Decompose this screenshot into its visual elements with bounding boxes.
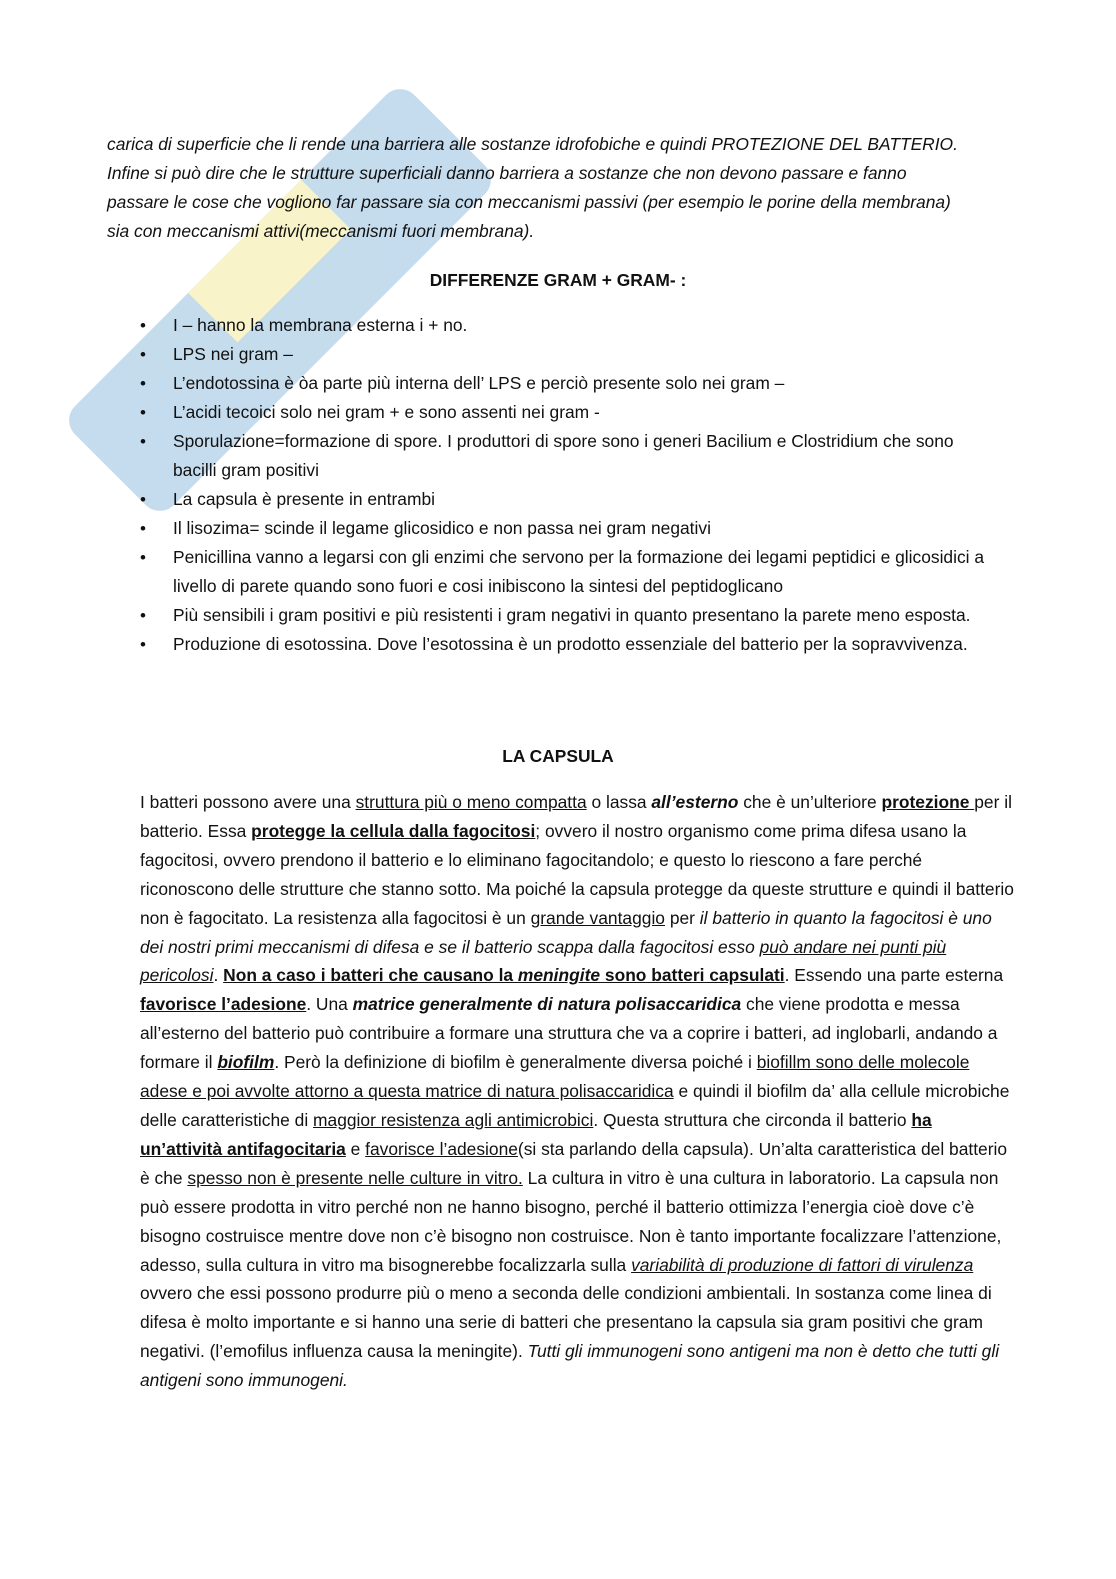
text-run: o lassa [586,792,652,812]
text-run: meningite [517,965,601,986]
text-run: per il batterio. Essa [140,792,1012,841]
intro-line: carica di superficie che li rende una barriera alle sostanze idrofobiche e quindi PROTEZIONE DEL BATTERIO. [107,134,958,154]
list-item: • Più sensibili i gram positivi e più resistenti i gram negativi in quanto presentano la parete meno esposta. [140,601,1000,630]
text-run: sono batteri capsulati [600,965,785,986]
text-run: che viene prodotta e messa all’esterno del batterio può contribuire a formare una struttura che va a coprire i batteri, ad inglobarli, andando a formare il [140,994,998,1073]
text-run: favorisce l’adesione [140,994,307,1015]
text-run: variabilità di produzione di fattori di virulenza [631,1254,974,1275]
text-run: il batterio in quanto la fagocitosi è uno dei nostri primi meccanismi di difesa e se il batterio scappa dalla fagocitosi esso [140,907,992,957]
text-run: e quindi il biofilm da’ alla cellule microbiche delle caratteristiche di [140,1081,1010,1130]
intro-paragraph [107,130,1012,246]
list-item: • Sporulazione=formazione di spore. I produttori di spore sono i generi Bacilium e Clostridium che sono bacilli gram positivi [140,427,1000,485]
text-run: La cultura in vitro è una cultura in laboratorio. La capsula non può essere prodotta in vitro perché non ne hanno bisogno, perché il batterio ottimizza l’energia cioè dove c’è bisogno costruisce mentre dove non c’è bisogno non costruisce. Non è tanto importante focalizzare l’attenzione, adesso, sulla cultura in vitro ma bisognerebbe focalizzarla sulla [140,1167,1002,1275]
text-run: protezione [881,792,975,812]
list-item: • LPS nei gram – [140,340,1000,369]
text-run: e [345,1138,366,1159]
list-item: • La capsula è presente in entrambi [140,485,1000,514]
list-item: • L’endotossina è òa parte più interna dell’ LPS e perciò presente solo nei gram – [140,369,1000,398]
text-run: grande vantaggio [530,907,665,928]
text-run: biofillm sono delle molecole adese e poi avvolte attorno a questa matrice di natura polisaccaridica [140,1052,970,1102]
text-run: . [213,965,224,986]
text-run: favorisce l’adesione [365,1138,518,1159]
heading-gram-differences: DIFFERENZE GRAM + GRAM- : [429,270,687,290]
list-item: • L’acidi tecoici solo nei gram + e sono assenti nei gram - [140,398,1000,427]
text-run: matrice generalmente di natura polisaccaridica [352,994,742,1015]
text-run: (si sta parlando della capsula). Un’alta caratteristica del batterio è che [140,1138,1008,1188]
text-run: . Però la definizione di biofilm è generalmente diversa poiché i [274,1052,757,1073]
text-run: biofilm [217,1052,275,1073]
intro-line: Infine si può dire che le strutture superficiali danno barriera a sostanze che non devono passare e fanno [107,163,907,183]
list-item: • Penicillina vanno a legarsi con gli enzimi che servono per la formazione dei legami peptidici e glicosidici a livello di parete quando sono fuori e cosi inibiscono la sintesi del peptidoglicano [140,543,1000,601]
text-run: Tutti gli immunogeni sono antigeni ma non è detto che tutti gli antigeni sono immunogeni. [140,1341,1000,1391]
text-run: all’esterno [651,792,739,812]
text-run: I batteri possono avere una [140,792,356,812]
text-run: struttura più o meno compatta [355,792,587,812]
heading-capsula: LA CAPSULA [502,746,614,766]
text-run: Non a caso i batteri che causano la [223,965,518,986]
intro-line: sia con meccanismi attivi(meccanismi fuori membrana). [107,221,535,241]
list-item: • Produzione di esotossina. Dove l’esotossina è un prodotto essenziale del batterio per la sopravvivenza. [140,630,1000,659]
text-run: maggior resistenza agli antimicrobici [313,1109,594,1130]
intro-line: passare le cose che vogliono far passare sia con meccanismi passivi (per esempio le porine della membrana) [107,192,951,212]
capsula-paragraph [140,788,1015,1395]
list-item: • I – hanno la membrana esterna i + no. [140,311,1000,340]
text-run: spesso non è presente nelle culture in vitro. [187,1167,523,1188]
text-run: protegge la cellula dalla fagocitosi [251,820,536,841]
text-run: . Essendo una parte esterna [784,965,1004,986]
text-run: ovvero che essi possono produrre più o meno a seconda delle condizioni ambientali. In sostanza come linea di difesa è molto importante e si hanno una serie di batteri che presentano la capsula sia gram positivi che gram negativi. (l’emofilus influenza causa la meningite). [140,1283,992,1362]
text-run: ; ovvero il nostro organismo come prima difesa usano la fagocitosi, ovvero prendono il batterio e lo eliminano fagocitandolo; e questo lo riescono a fare perché riconoscono delle strutture che stanno sotto. Ma poiché la capsula protegge da queste strutture e quindi il batterio non è fagocitato. La resistenza alla fagocitosi è un [140,820,1014,928]
text-run: che è un’ulteriore [738,792,882,812]
text-run: . Una [306,994,353,1015]
text-run: . Questa struttura che circonda il batterio [593,1109,912,1130]
text-run: ha un’attività antifagocitaria [140,1109,932,1159]
gram-differences-list [140,311,1000,659]
text-run: per [664,907,700,928]
list-item: • Il lisozima= scinde il legame glicosidico e non passa nei gram negativi [140,514,1000,543]
text-run: può andare nei punti più pericolosi [140,936,947,986]
